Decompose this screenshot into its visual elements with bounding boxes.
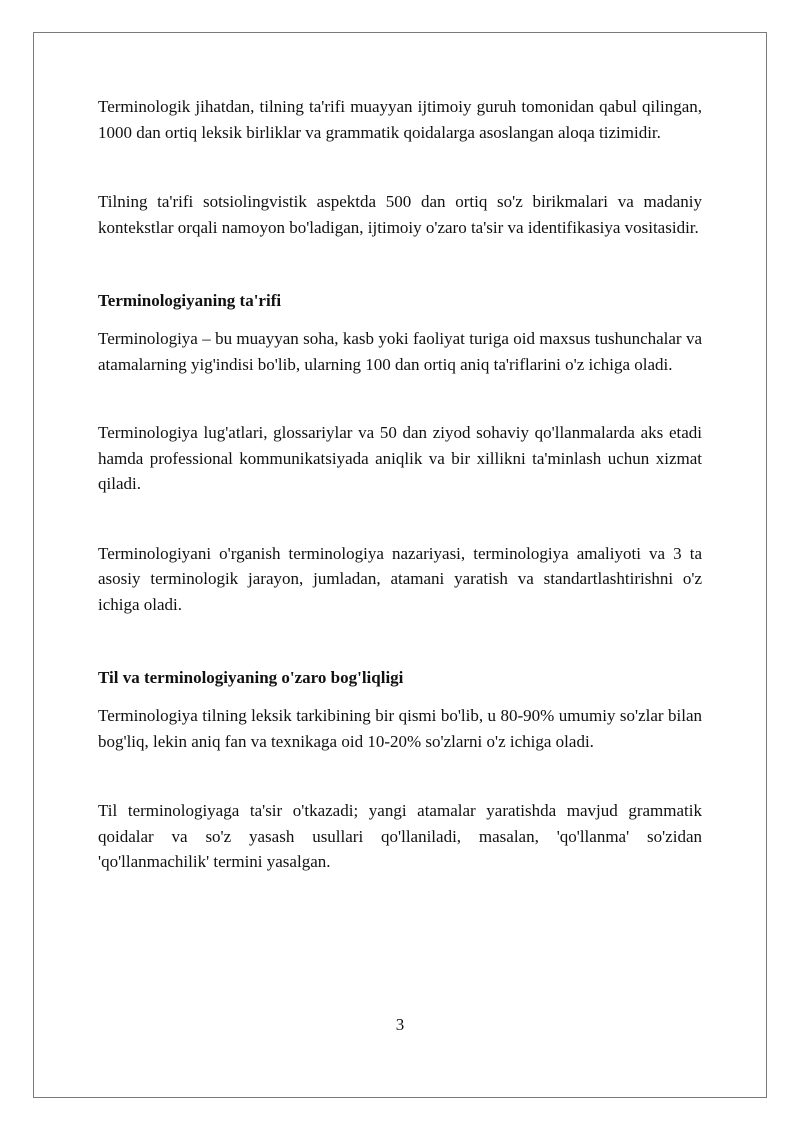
paragraph-language-definition-terminological: Terminologik jihatdan, tilning ta'rifi muayyan ijtimoiy guruh tomonidan qabul qilingan, 1000 dan ortiq leksik birliklar va grammatik qoidalarga asoslangan aloqa tizimidir. xyxy=(98,97,702,142)
paragraph-terminology-dictionaries: Terminologiya lug'atlari, glossariylar va 50 dan ziyod sohaviy qo'llanmalarda aks etadi hamda professional kommunikatsiyada aniqlik va bir xillikni ta'minlash uchun xizmat qiladi. xyxy=(98,423,702,493)
page-number: 3 xyxy=(395,1015,405,1034)
paragraph-terminology-study: Terminologiyani o'rganish terminologiya nazariyasi, terminologiya amaliyoti va 3 ta asosiy terminologik jarayon, jumladan, atamani yaratish va standartlashtirishni o'z ichiga oladi. xyxy=(98,543,702,614)
document-body xyxy=(98,94,702,875)
paragraph-language-definition-sociolinguistic: Tilning ta'rifi sotsiolingvistik aspektda 500 dan ortiq so'z birikmalari va madaniy kontekstlar orqali namoyon bo'ladigan, ijtimoiy o'zaro ta'sir va identifikasiya vositasidir. xyxy=(98,192,702,237)
section-heading-terminology-definition: Terminologiyaning ta'rifi xyxy=(98,291,282,310)
paragraph-language-influence: Til terminologiyaga ta'sir o'tkazadi; yangi atamalar yaratishda mavjud grammatik qoidalar va so'z yasash usullari qo'llaniladi, masalan, 'qo'llanma' so'zidan 'qo'llanmachilik' termini yasalgan. xyxy=(98,801,702,871)
section-heading-language-terminology-relation: Til va terminologiyaning o'zaro bog'liqligi xyxy=(98,668,404,687)
paragraph-lexical-composition: Terminologiya tilning leksik tarkibining bir qismi bo'lib, u 80-90% umumiy so'zlar bilan bog'liq, lekin aniq fan va texnikaga oid 10-20% so'zlarni o'z ichiga oladi. xyxy=(98,706,702,751)
paragraph-terminology-definition: Terminologiya – bu muayyan soha, kasb yoki faoliyat turiga oid maxsus tushunchalar va atamalarning yig'indisi bo'lib, ularning 100 dan ortiq aniq ta'riflarini o'z ichiga oladi. xyxy=(98,329,702,374)
